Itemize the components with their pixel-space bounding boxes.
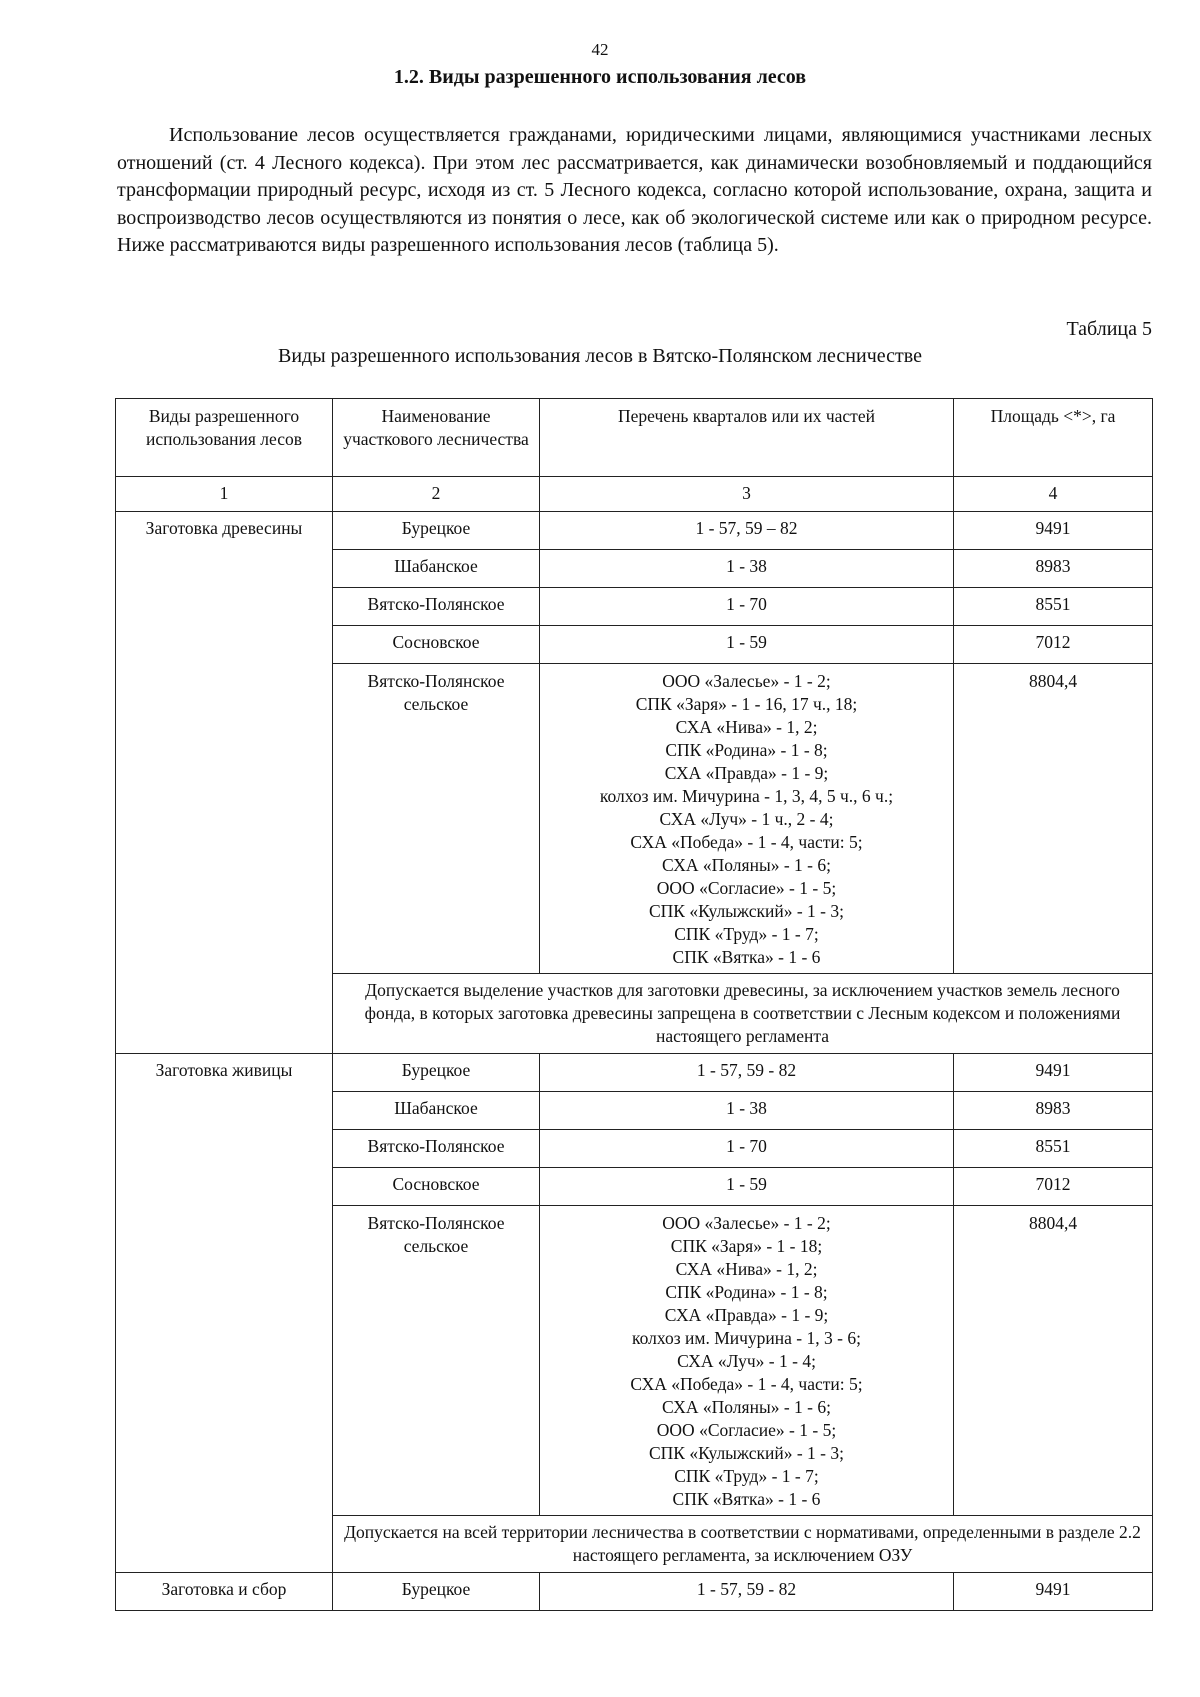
district-cell: Бурецкое — [333, 512, 540, 550]
district-cell: Бурецкое — [333, 1573, 540, 1611]
table-header-row — [116, 399, 1153, 477]
quarter-list-item: СХА «Правда» - 1 - 9; — [664, 763, 829, 783]
quarters-list-cell — [540, 1206, 954, 1516]
quarter-list-item: колхоз им. Мичурина - 1, 3 - 6; — [632, 1328, 861, 1348]
district-cell: Сосновское — [333, 1168, 540, 1206]
quarter-list-item: ООО «Залесье» - 1 - 2; — [662, 671, 831, 691]
quarters-cell: 1 - 70 — [540, 1130, 954, 1168]
column-number: 4 — [954, 477, 1153, 512]
column-number-row — [116, 477, 1153, 512]
district-cell: Вятско-Полянское — [333, 1130, 540, 1168]
quarter-list-item: колхоз им. Мичурина - 1, 3, 4, 5 ч., 6 ч.; — [599, 786, 894, 806]
quarter-list-item: СПК «Кулыжский» - 1 - 3; — [649, 1443, 844, 1463]
quarter-list-item: СХА «Нива» - 1, 2; — [675, 1259, 818, 1279]
quarters-list-cell — [540, 664, 954, 974]
district-cell: Вятско-Полянское сельское — [333, 664, 540, 974]
quarters-cell: 1 - 59 — [540, 1168, 954, 1206]
table-row — [116, 1573, 1153, 1611]
district-cell: Сосновское — [333, 626, 540, 664]
quarter-list-item: СХА «Нива» - 1, 2; — [675, 717, 818, 737]
area-cell: 8983 — [954, 1092, 1153, 1130]
area-cell: 8983 — [954, 550, 1153, 588]
area-cell: 9491 — [954, 512, 1153, 550]
use-type-cell: Заготовка и сбор — [116, 1573, 333, 1611]
column-number: 3 — [540, 477, 954, 512]
quarter-list-item: СПК «Труд» - 1 - 7; — [674, 924, 819, 944]
quarter-list-item: СХА «Поляны» - 1 - 6; — [662, 855, 831, 875]
table-label: Таблица 5 — [1066, 318, 1152, 340]
table-row — [116, 1054, 1153, 1092]
quarter-list-item: СПК «Вятка» - 1 - 6 — [672, 947, 821, 967]
area-cell: 7012 — [954, 626, 1153, 664]
quarters-cell: 1 - 57, 59 - 82 — [540, 1573, 954, 1611]
quarter-list-item: СПК «Заря» - 1 - 16, 17 ч., 18; — [635, 694, 858, 714]
quarter-list-item: СХА «Луч» - 1 - 4; — [677, 1351, 816, 1371]
district-cell: Шабанское — [333, 550, 540, 588]
district-cell: Бурецкое — [333, 1054, 540, 1092]
use-type-cell: Заготовка древесины — [116, 512, 333, 1054]
header-use-type: Виды разрешенного использования лесов — [116, 399, 333, 477]
note-cell: Допускается выделение участков для заготовки древесины, за исключением участков земель лесного фонда, в которых заготовка древесины запрещена в соответствии с Лесным кодексом и положениями настоящего регламента — [333, 974, 1153, 1054]
district-cell: Шабанское — [333, 1092, 540, 1130]
column-number: 2 — [333, 477, 540, 512]
quarter-list-item: СПК «Родина» - 1 - 8; — [665, 740, 828, 760]
table-row — [116, 512, 1153, 550]
quarters-cell: 1 - 57, 59 - 82 — [540, 1054, 954, 1092]
quarter-list-item: СХА «Поляны» - 1 - 6; — [662, 1397, 831, 1417]
quarter-list-item: СПК «Кулыжский» - 1 - 3; — [649, 901, 844, 921]
area-cell: 8551 — [954, 588, 1153, 626]
header-area: Площадь <*>, га — [954, 399, 1153, 477]
quarter-list-item: ООО «Согласие» - 1 - 5; — [656, 1420, 837, 1440]
section-heading: 1.2. Виды разрешенного использования лесов — [393, 66, 807, 88]
quarter-list-item: СПК «Вятка» - 1 - 6 — [672, 1489, 821, 1509]
area-cell: 8804,4 — [954, 1206, 1153, 1516]
area-cell: 8804,4 — [954, 664, 1153, 974]
quarters-cell: 1 - 70 — [540, 588, 954, 626]
quarter-list-item: СХА «Победа» - 1 - 4, части: 5; — [630, 832, 863, 852]
quarter-list-item: СХА «Победа» - 1 - 4, части: 5; — [630, 1374, 863, 1394]
permitted-use-table — [115, 398, 1153, 1611]
header-district: Наименование участкового лесничества — [333, 399, 540, 477]
quarter-list-item: СПК «Труд» - 1 - 7; — [674, 1466, 819, 1486]
area-cell: 9491 — [954, 1054, 1153, 1092]
quarters-cell: 1 - 59 — [540, 626, 954, 664]
page-number: 42 — [591, 40, 609, 59]
quarter-list-item: СХА «Луч» - 1 ч., 2 - 4; — [659, 809, 834, 829]
area-cell: 7012 — [954, 1168, 1153, 1206]
area-cell: 8551 — [954, 1130, 1153, 1168]
district-cell: Вятско-Полянское сельское — [333, 1206, 540, 1516]
quarters-cell: 1 - 57, 59 – 82 — [540, 512, 954, 550]
intro-paragraph: Использование лесов осуществляется гражданами, юридическими лицами, являющимися участниками лесных отношений (ст. 4 Лесного кодекса). При этом лес рассматривается, как динамически возобновляемый и поддающийся трансформации природный ресурс, исходя из ст. 5 Лесного кодекса, согласно которой использование, охрана, защита и воспроизводство лесов осуществляются из понятия о лесе, как об экологической системе или как о природном ресурсе. Ниже рассматриваются виды разрешенного использования лесов (таблица 5). — [117, 124, 1152, 256]
quarter-list-item: СПК «Заря» - 1 - 18; — [670, 1236, 823, 1256]
quarter-list-item: ООО «Согласие» - 1 - 5; — [656, 878, 837, 898]
table-caption: Виды разрешенного использования лесов в Вятско-Полянском лесничестве — [278, 345, 922, 367]
quarters-cell: 1 - 38 — [540, 1092, 954, 1130]
use-type-cell: Заготовка живицы — [116, 1054, 333, 1573]
quarters-cell: 1 - 38 — [540, 550, 954, 588]
district-cell: Вятско-Полянское — [333, 588, 540, 626]
header-quarters: Перечень кварталов или их частей — [540, 399, 954, 477]
area-cell: 9491 — [954, 1573, 1153, 1611]
note-cell: Допускается на всей территории лесничества в соответствии с нормативами, определенными в разделе 2.2 настоящего регламента, за исключением ОЗУ — [333, 1516, 1153, 1573]
column-number: 1 — [116, 477, 333, 512]
quarter-list-item: СПК «Родина» - 1 - 8; — [665, 1282, 828, 1302]
quarter-list-item: СХА «Правда» - 1 - 9; — [664, 1305, 829, 1325]
quarter-list-item: ООО «Залесье» - 1 - 2; — [662, 1213, 831, 1233]
